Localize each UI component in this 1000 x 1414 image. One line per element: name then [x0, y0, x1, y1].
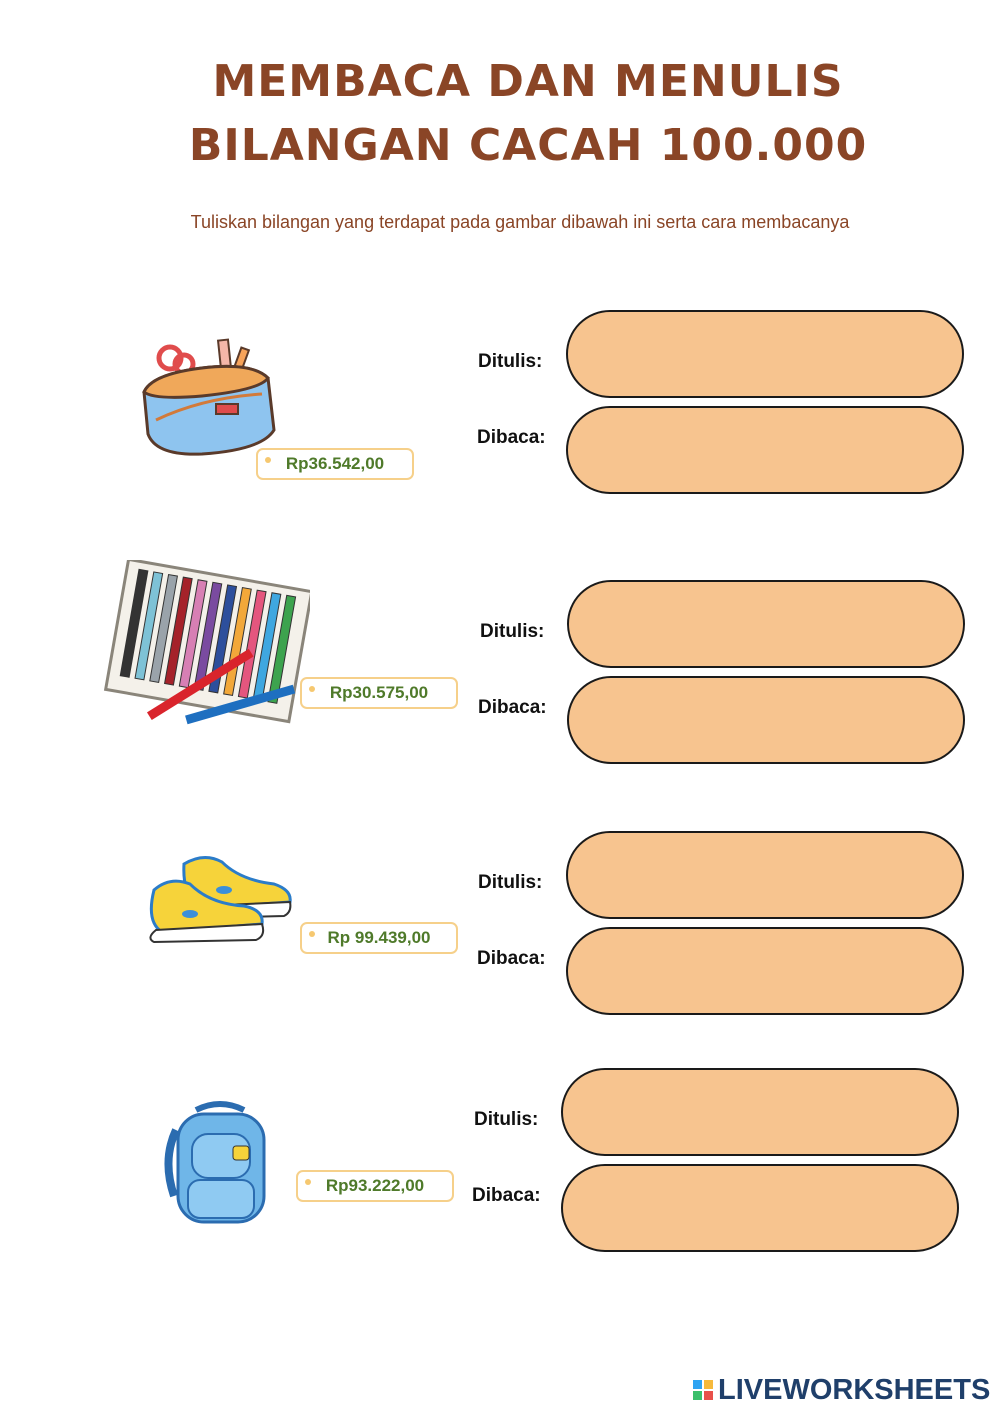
written-label: Ditulis:	[480, 621, 545, 642]
sneakers-illustration	[144, 850, 294, 946]
price-text: Rp30.575,00	[329, 683, 429, 702]
read-answer-field[interactable]	[566, 927, 964, 1015]
colored-pencils-illustration	[100, 560, 310, 740]
pencil-case-illustration	[132, 334, 282, 458]
written-answer-field[interactable]	[566, 831, 964, 919]
written-label: Ditulis:	[478, 872, 543, 893]
brand-text: LIVEWORKSHEETS	[718, 1373, 991, 1406]
read-label: Dibaca:	[472, 1185, 541, 1206]
read-label: Dibaca:	[478, 697, 547, 718]
price-text: Rp93.222,00	[325, 1176, 425, 1195]
price-tag	[256, 448, 414, 480]
read-label: Dibaca:	[477, 427, 546, 448]
liveworksheets-icon	[692, 1378, 714, 1402]
written-answer-field[interactable]	[567, 580, 965, 668]
written-label: Ditulis:	[474, 1109, 539, 1130]
read-label: Dibaca:	[477, 948, 546, 969]
tag-hole-icon	[305, 1179, 311, 1185]
worksheet-title-line2: BILANGAN CACAH 100.000	[188, 120, 868, 171]
price-tag	[300, 922, 458, 954]
read-answer-field[interactable]	[566, 406, 964, 494]
tag-hole-icon	[309, 686, 315, 692]
read-answer-field[interactable]	[567, 676, 965, 764]
price-text: Rp 99.439,00	[327, 928, 431, 947]
backpack-illustration	[160, 1100, 280, 1226]
written-answer-field[interactable]	[566, 310, 964, 398]
written-answer-field[interactable]	[561, 1068, 959, 1156]
tag-hole-icon	[265, 457, 271, 463]
written-label: Ditulis:	[478, 351, 543, 372]
tag-hole-icon	[309, 931, 315, 937]
read-answer-field[interactable]	[561, 1164, 959, 1252]
instruction-text: Tuliskan bilangan yang terdapat pada gambar dibawah ini serta cara membacanya	[190, 212, 850, 232]
liveworksheets-logo	[692, 1372, 990, 1408]
price-tag	[296, 1170, 454, 1202]
price-tag	[300, 677, 458, 709]
worksheet-title-line1: MEMBACA DAN MENULIS	[212, 56, 844, 107]
price-text: Rp36.542,00	[285, 454, 385, 473]
